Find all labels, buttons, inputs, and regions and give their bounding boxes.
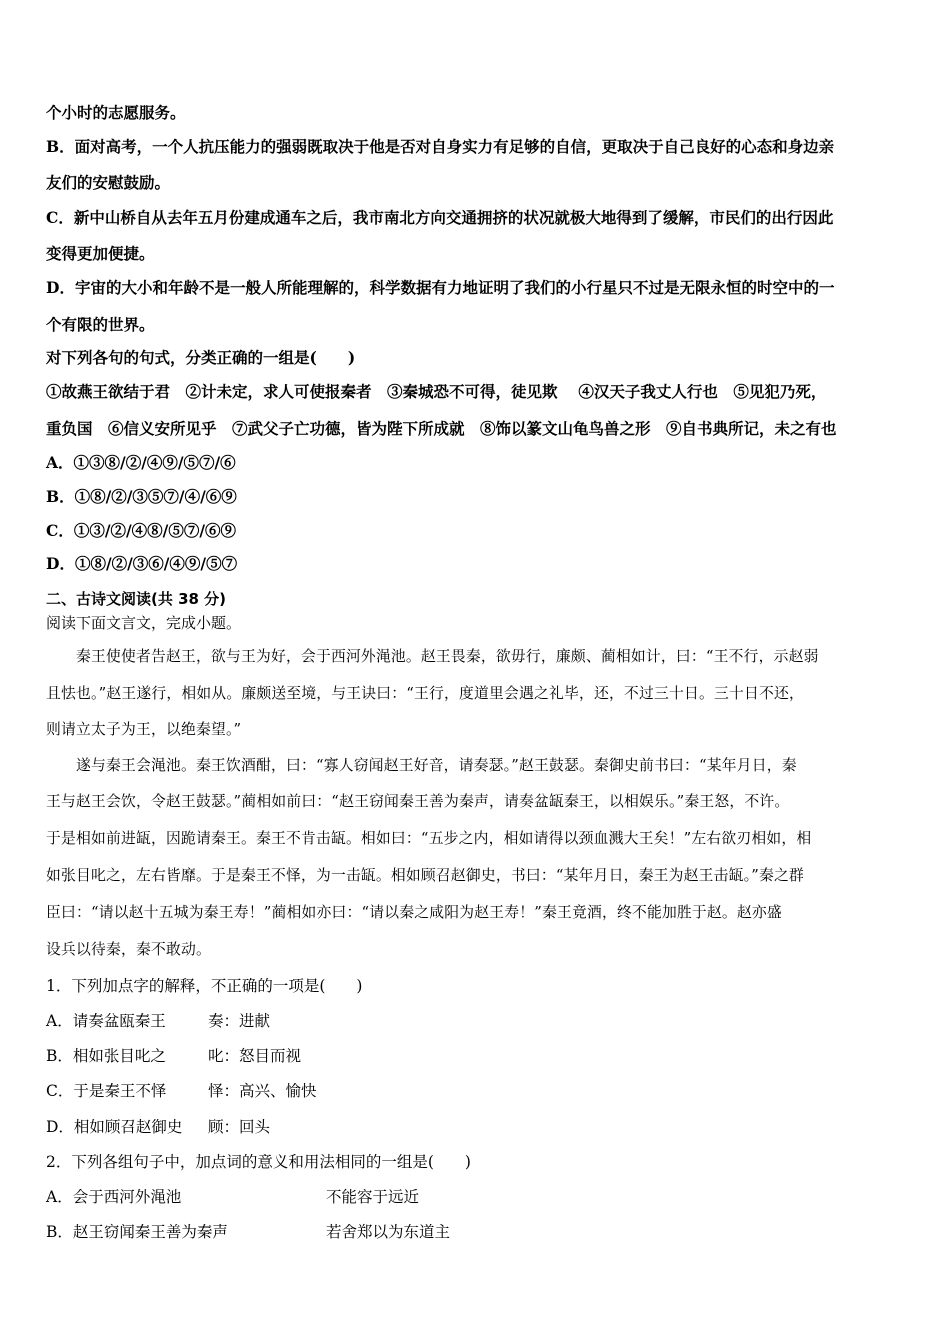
- q1-option-explanation: 顾：回头: [208, 1118, 271, 1136]
- q1-option-explanation: 奏：进献: [208, 1012, 271, 1030]
- q2-option-sentence-2: 不能容于远近: [326, 1188, 420, 1206]
- syntax-option-d: D．①⑧/②/③⑥/④⑨/⑤⑦: [46, 554, 238, 573]
- q1-option-b: [46, 1046, 302, 1066]
- passage-line: 且怯也。”赵王遂行，相如从。廉颇送至境，与王诀曰：“王行，度道里会遇之礼毕，还，不过三十日。三十日不还，: [46, 685, 804, 702]
- passage-line: 于是相如前进缻，因跪请秦王。秦王不肯击缻。相如曰：“五步之内，相如请得以颈血溅大王矣！”左右欲刃相如，相: [46, 830, 812, 847]
- syntax-items-line1: ①故燕王欲结于君 ②计未定，求人可使报秦者 ③秦城恐不可得，徒见欺 ④汉天子我丈人行也 ⑤见犯乃死，: [46, 382, 827, 401]
- q1-option-sentence: C．于是秦王不怿: [46, 1082, 167, 1100]
- syntax-option-a: A．①③⑧/②/④⑨/⑤⑦/⑥: [46, 453, 236, 472]
- syntax-option-b: B．①⑧/②/③⑤⑦/④/⑥⑨: [46, 487, 237, 506]
- syntax-items-line2: 重负国 ⑥信义安所见乎 ⑦武父子亡功德，皆为陛下所成就 ⑧饰以篆文山龟鸟兽之形 ⑨自书典所记，未之有也: [46, 419, 837, 438]
- option-c-line1: C．新中山桥自从去年五月份建成通车之后，我市南北方向交通拥挤的状况就极大地得到了缓解，市民们的出行因此: [46, 208, 834, 227]
- q1-option-explanation: 怿：高兴、愉快: [208, 1082, 317, 1100]
- option-d-line1: D．宇宙的大小和年龄不是一般人所能理解的，科学数据有力地证明了我们的小行星只不过是无限永恒的时空中的一: [46, 278, 835, 297]
- q2-option-a: [46, 1187, 420, 1207]
- q2-option-sentence-1: A．会于西河外渑池: [46, 1188, 182, 1206]
- passage-line: 王与赵王会饮，令赵王鼓瑟。”蔺相如前曰：“赵王窃闻秦王善为秦声，请奏盆缻秦王，以相娱乐。”秦王怒，不许。: [46, 793, 790, 810]
- q1-option-c: [46, 1081, 317, 1101]
- q1-option-sentence: D．相如顾召赵御史: [46, 1118, 183, 1136]
- option-c-line2: 变得更加便捷。: [46, 244, 155, 263]
- option-b-line2: 友们的安慰鼓励。: [46, 173, 171, 192]
- passage-line: 秦王使使者告赵王，欲与王为好，会于西河外渑池。赵王畏秦，欲毋行，廉颇、蔺相如计，曰：“王不行，示赵弱: [46, 648, 819, 665]
- passage-line: 设兵以待秦，秦不敢动。: [46, 941, 211, 958]
- q2-option-b: [46, 1222, 451, 1242]
- syntax-question-stem: 对下列各句的句式，分类正确的一组是( ): [46, 348, 356, 367]
- syntax-option-c: C．①③/②/④⑧/⑤⑦/⑥⑨: [46, 521, 236, 540]
- q2-option-sentence-1: B．赵王窃闻秦王善为秦声: [46, 1223, 228, 1241]
- q2-stem: 2．下列各组句子中，加点词的意义和用法相同的一组是( ): [46, 1153, 471, 1171]
- q1-option-sentence: B．相如张目叱之: [46, 1047, 166, 1065]
- section-title: 二、古诗文阅读(共 38 分): [46, 590, 227, 608]
- passage-line: 臣曰：“请以赵十五城为秦王寿！”蔺相如亦曰：“请以秦之咸阳为赵王寿！”秦王竟酒，终不能加胜于赵。赵亦盛: [46, 904, 782, 921]
- q1-option-explanation: 叱：怒目而视: [208, 1047, 302, 1065]
- option-d-line2: 个有限的世界。: [46, 315, 155, 334]
- option-b-line1: B．面对高考，一个人抗压能力的强弱既取决于他是否对自身实力有足够的自信，更取决于自己良好的心态和身边亲: [46, 137, 835, 156]
- q-sentence-line: 个小时的志愿服务。: [46, 103, 186, 122]
- passage-line: 则请立太子为王，以绝秦望。”: [46, 721, 242, 738]
- section-intro: 阅读下面文言文，完成小题。: [46, 614, 242, 632]
- q1-option-a: [46, 1011, 271, 1031]
- q2-option-sentence-2: 若舍郑以为东道主: [326, 1223, 451, 1241]
- passage-line: 如张目叱之，左右皆靡。于是秦王不怿，为一击缻。相如顾召赵御史，书曰：“某年月日，秦王为赵王击缻。”秦之群: [46, 867, 804, 884]
- q1-option-sentence: A．请奏盆瓯秦王: [46, 1012, 166, 1030]
- passage-line: 遂与秦王会渑池。秦王饮酒酣，曰：“寡人窃闻赵王好音，请奏瑟。”赵王鼓瑟。秦御史前书曰：“某年月日，秦: [46, 757, 797, 774]
- q1-stem: 1．下列加点字的解释，不正确的一项是( ): [46, 977, 363, 995]
- q1-option-d: [46, 1117, 271, 1137]
